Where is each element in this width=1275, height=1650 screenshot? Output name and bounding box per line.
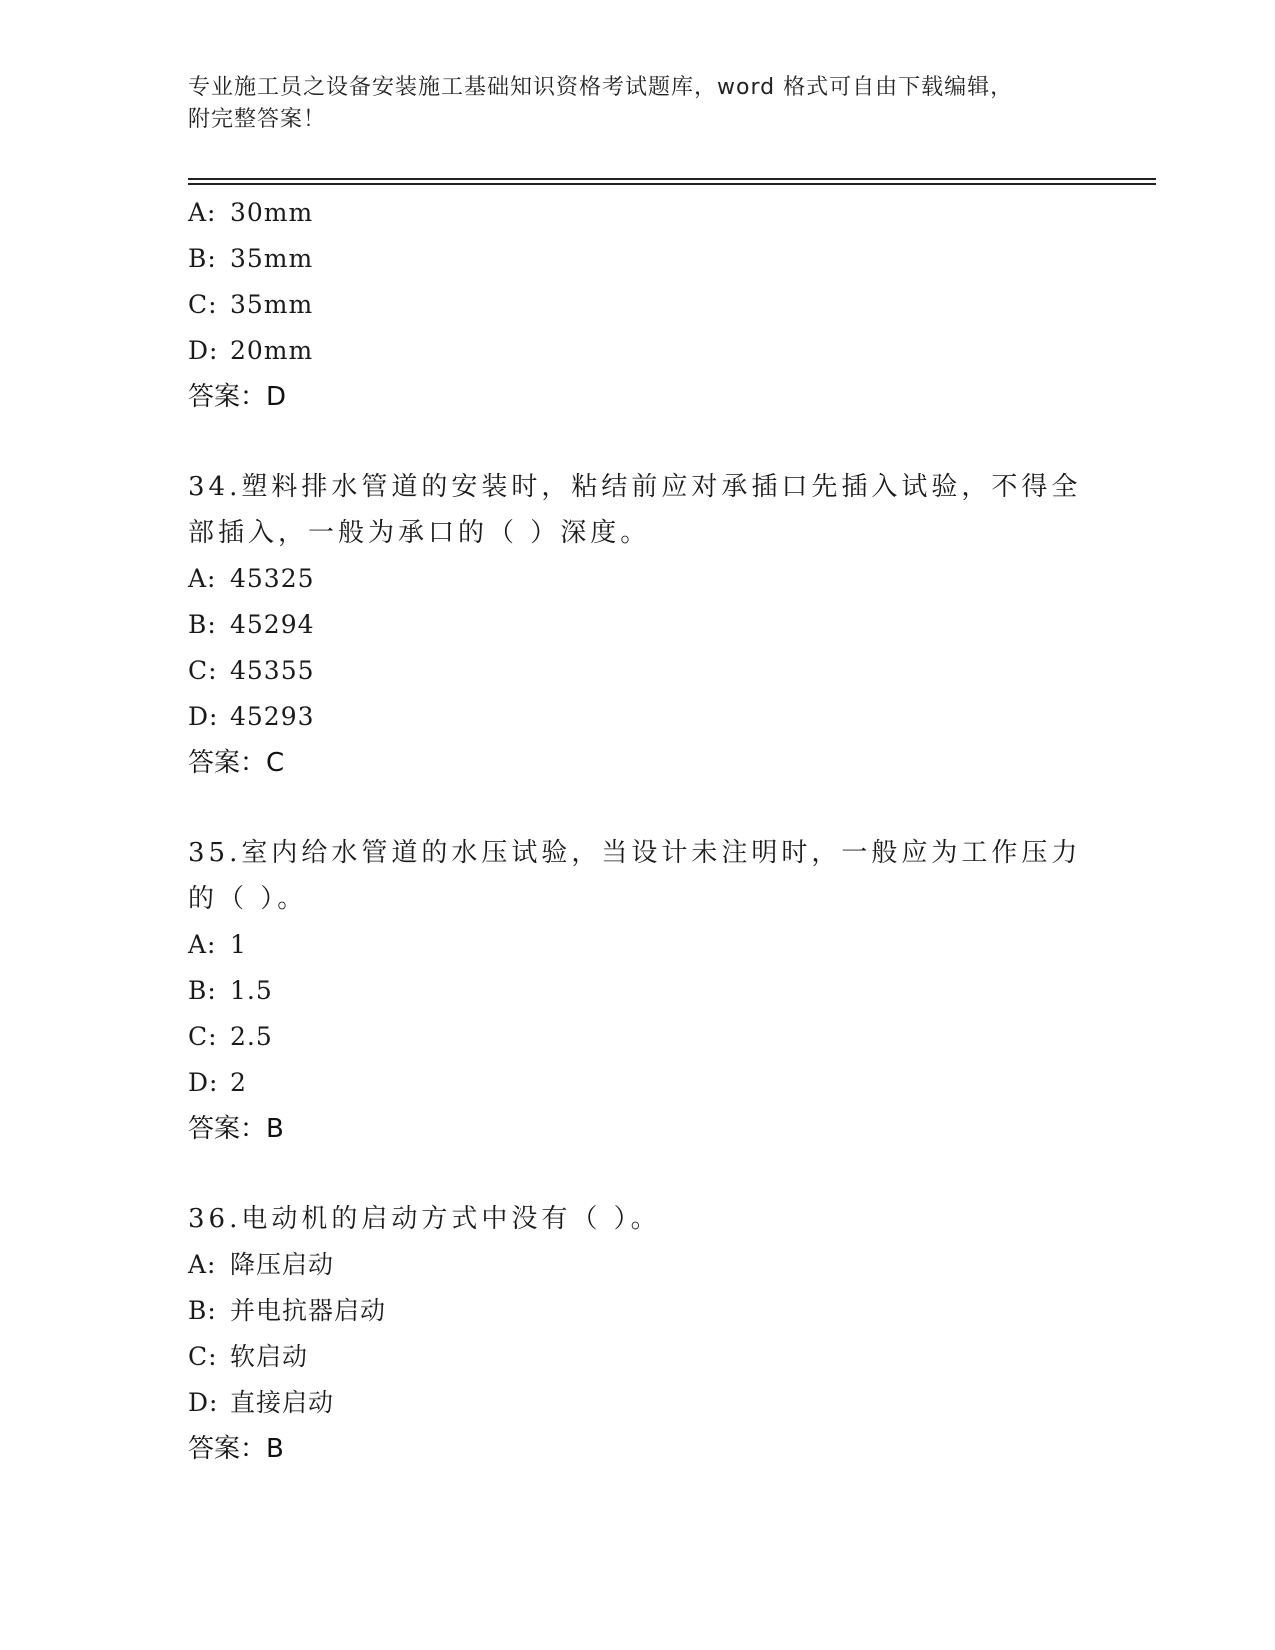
option-b: B: 1.5 xyxy=(188,976,273,1005)
option-text: 软启动 xyxy=(230,1342,309,1371)
option-text: 2 xyxy=(230,1068,247,1097)
option-a: A: 降压启动 xyxy=(188,1250,335,1279)
header-line-1: 专业施工员之设备安装施工基础知识资格考试题库，word 格式可自由下载编辑， xyxy=(188,75,1014,100)
option-text: 35mm xyxy=(230,244,314,273)
answer-line: 答案：B xyxy=(188,1114,284,1144)
answer-line: 答案：D xyxy=(188,382,287,412)
question-text: 35.室内给水管道的水压试验，当设计未注明时，一般应为工作压力的（ ）。 xyxy=(188,838,1082,914)
option-d: D: 2 xyxy=(188,1068,247,1097)
option-text: 1 xyxy=(230,930,247,959)
option-text: 30mm xyxy=(230,198,314,227)
question-list xyxy=(188,190,1088,1472)
option-text: 45355 xyxy=(230,656,315,685)
option-text: 2.5 xyxy=(230,1022,273,1051)
answer-line: 答案：C xyxy=(188,748,285,778)
option-d: D: 20mm xyxy=(188,336,314,365)
header-divider-bottom xyxy=(188,183,1156,185)
answer-line: 答案：B xyxy=(188,1434,284,1464)
header-divider-top xyxy=(188,178,1156,180)
option-b: B: 45294 xyxy=(188,610,315,639)
option-c: C: 35mm xyxy=(188,290,314,319)
option-b: B: 并电抗器启动 xyxy=(188,1296,387,1325)
page-header xyxy=(188,72,1088,136)
option-c: C: 软启动 xyxy=(188,1342,309,1371)
option-d: D: 45293 xyxy=(188,702,315,731)
option-text: 直接启动 xyxy=(230,1388,335,1417)
option-text: 45325 xyxy=(230,564,315,593)
option-text: 降压启动 xyxy=(230,1250,335,1279)
header-line-2: 附完整答案！ xyxy=(188,107,327,132)
question-block-35 xyxy=(188,830,1088,1152)
question-block-36 xyxy=(188,1196,1088,1472)
option-text: 1.5 xyxy=(230,976,273,1005)
question-text: 34.塑料排水管道的安装时，粘结前应对承插口先插入试验，不得全部插入，一般为承口的（ ）深度。 xyxy=(188,472,1082,548)
option-d: D: 直接启动 xyxy=(188,1388,335,1417)
question-block-33 xyxy=(188,190,1088,420)
option-text: 20mm xyxy=(230,336,314,365)
option-a: A: 30mm xyxy=(188,198,314,227)
option-text: 45294 xyxy=(230,610,315,639)
question-text: 36.电动机的启动方式中没有（ ）。 xyxy=(188,1204,661,1234)
option-a: A: 45325 xyxy=(188,564,315,593)
question-block-34 xyxy=(188,464,1088,786)
option-text: 并电抗器启动 xyxy=(230,1296,387,1325)
option-text: 35mm xyxy=(230,290,314,319)
option-b: B: 35mm xyxy=(188,244,314,273)
option-c: C: 45355 xyxy=(188,656,315,685)
option-text: 45293 xyxy=(230,702,315,731)
option-a: A: 1 xyxy=(188,930,247,959)
option-c: C: 2.5 xyxy=(188,1022,273,1051)
